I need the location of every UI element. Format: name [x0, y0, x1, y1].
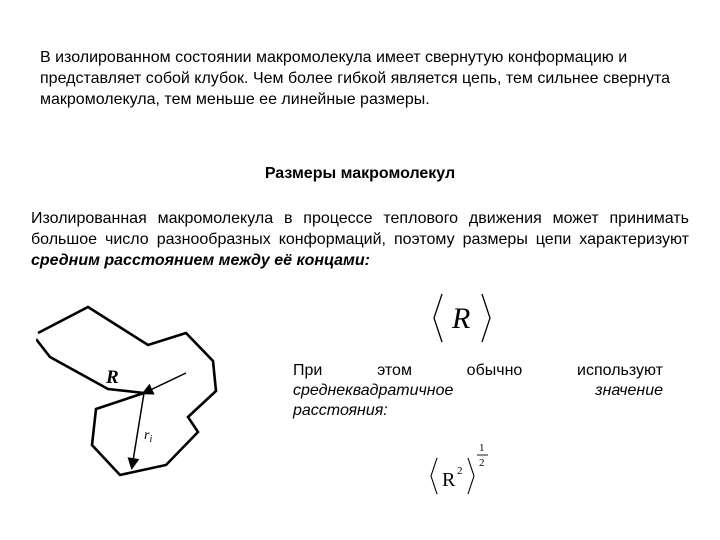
label-ri-main: r [144, 428, 150, 443]
usage-word-4: используют [577, 362, 663, 379]
exponent-numerator: 1 [479, 442, 485, 454]
intro-paragraph: В изолированном состоянии макромолекула имеет свернутую конформацию и представляет собой клубок. Чем более гибкой является цепь, тем сильнее свернута макромолекула, тем меньше ее линейные размеры. [40, 49, 671, 108]
body-emphasis: средним расстоянием между её концами: [31, 252, 370, 269]
label-r: R [106, 367, 119, 388]
usage-word-1: При [293, 362, 323, 379]
usage-term-2: значение [595, 382, 663, 399]
right-angle-bracket [482, 294, 490, 342]
usage-paragraph [293, 361, 663, 421]
usage-word-2: этом [377, 362, 412, 379]
rms-distance-formula [428, 440, 494, 496]
formula-r2-power: 2 [457, 465, 463, 477]
formula-r2-base: R [442, 469, 456, 491]
section-heading: Размеры макромолекул [264, 165, 456, 182]
left-angle-bracket [434, 294, 442, 342]
label-ri-subscript: i [149, 434, 153, 445]
usage-term-3: расстояния: [293, 402, 388, 419]
usage-word-3: обычно [466, 362, 523, 379]
mean-distance-formula [430, 290, 494, 346]
body-text: Изолированная макромолекула в процессе теплового движения может принимать большое число разнообразных конформаций, поэтому размеры цепи характеризуют [31, 210, 689, 248]
right-angle-bracket [468, 458, 474, 494]
exponent-denominator: 2 [479, 457, 485, 469]
label-ri [144, 428, 152, 445]
formula-r-symbol: R [452, 302, 471, 335]
end-to-end-vector [144, 373, 186, 393]
left-angle-bracket [431, 458, 437, 494]
segment-vector [132, 393, 144, 467]
usage-term: среднеквадратичное [293, 382, 454, 399]
body-paragraph [31, 208, 689, 271]
polymer-chain-diagram [36, 305, 246, 485]
chain-outline [36, 307, 216, 475]
